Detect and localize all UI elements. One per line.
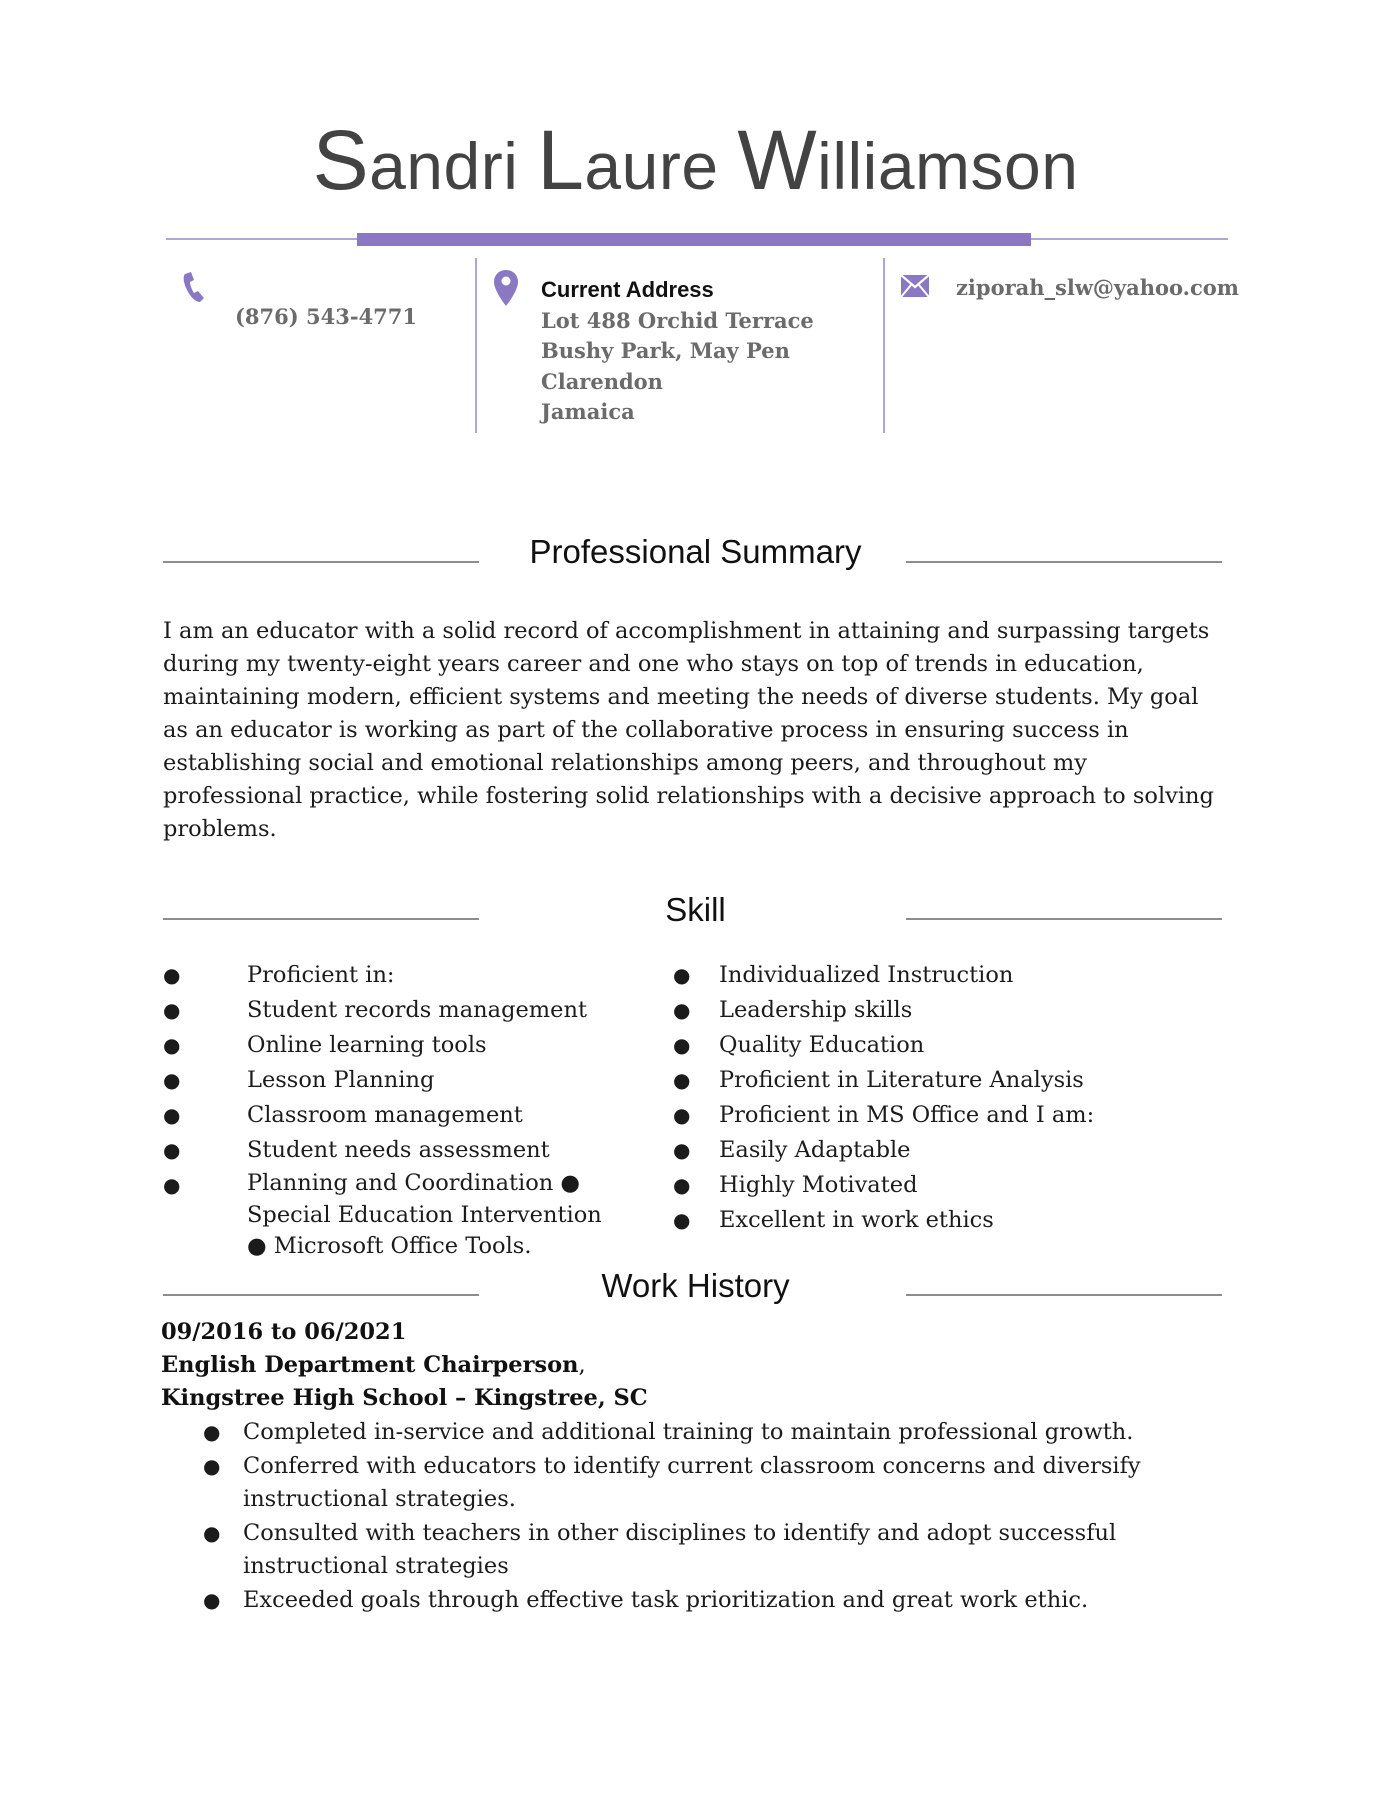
address-block (541, 275, 814, 428)
list-item: ● Easily Adaptable (673, 1137, 911, 1163)
job-position-line (161, 1349, 648, 1382)
job-dates: 09/2016 to 06/2021 (161, 1319, 407, 1345)
address-line: Clarendon (541, 368, 663, 394)
section-rule-right (906, 561, 1222, 563)
summary-title: Professional Summary (529, 533, 862, 570)
job-duties (161, 1416, 1231, 1617)
list-item: ● Online learning tools (163, 1032, 487, 1058)
list-item: ● Planning and Coordination ● Special Education Intervention ● Microsoft Office Tools. (163, 1170, 602, 1259)
skill-title: Skill (665, 891, 726, 928)
name-first: Sandri (312, 113, 519, 207)
phone-icon (182, 272, 206, 308)
section-rule-right (906, 918, 1222, 920)
work-title: Work History (601, 1267, 790, 1304)
name-last: Williamson (737, 113, 1079, 207)
email-address[interactable]: ziporah_slw@yahoo.com (956, 275, 1239, 300)
list-item: ● Exceeded goals through effective task prioritization and great work ethic. (203, 1586, 1089, 1613)
job-employer: Kingstree High School – Kingstree, SC (161, 1385, 648, 1411)
list-item: ● Proficient in Literature Analysis (673, 1067, 1084, 1093)
skills-left-list (163, 958, 613, 1263)
list-item: ● Student records management (163, 997, 587, 1023)
address-line: Lot 488 Orchid Terrace (541, 307, 814, 333)
phone-number: (876) 543-4771 (235, 304, 418, 329)
list-item: ● Classroom management (163, 1102, 523, 1128)
address-line: Bushy Park, May Pen (541, 338, 790, 363)
job-position-comma: , (578, 1352, 586, 1378)
address-heading: Current Address (541, 277, 714, 302)
list-item: ● Conferred with educators to identify current classroom concerns and diversify instructional strategies. (203, 1452, 1141, 1512)
list-item: ● Student needs assessment (163, 1137, 550, 1163)
address-line: Jamaica (541, 399, 635, 424)
job-header (161, 1316, 648, 1415)
candidate-name (0, 113, 1391, 207)
list-item: ● Excellent in work ethics (673, 1207, 994, 1233)
header-accent-rule (357, 233, 1031, 246)
job-position: English Department Chairperson (161, 1352, 579, 1378)
list-item: ● Individualized Instruction (673, 962, 1014, 988)
contact-divider-1 (475, 258, 477, 433)
list-item: ● Leadership skills (673, 997, 913, 1023)
envelope-icon (901, 275, 929, 301)
map-pin-icon (494, 270, 518, 310)
list-item: ● Highly Motivated (673, 1172, 918, 1198)
list-item: ● Lesson Planning (163, 1067, 435, 1093)
list-item: ● Consulted with teachers in other disciplines to identify and adopt successful instructional strategies (203, 1519, 1117, 1579)
list-item: ● Completed in-service and additional training to maintain professional growth. (203, 1419, 1134, 1445)
name-middle: Laure (537, 113, 719, 207)
section-rule-right (906, 1294, 1222, 1296)
list-item: ● Proficient in MS Office and I am: (673, 1102, 1095, 1128)
list-item: ● Quality Education (673, 1032, 925, 1058)
summary-text: I am an educator with a solid record of accomplishment in attaining and surpassing targets during my twenty-eight years career and one who stays on top of trends in education, maintaining modern, efficient systems and meeting the needs of diverse students. My goal as an educator is working as part of the collaborative process in ensuring success in establishing social and emotional relationships among peers, and throughout my professional practice, while fostering solid relationships with a decisive approach to solving problems. (163, 618, 1214, 842)
contact-divider-2 (883, 258, 885, 433)
skills-right-list (673, 958, 1213, 1238)
list-item: ● Proficient in: (163, 962, 395, 988)
